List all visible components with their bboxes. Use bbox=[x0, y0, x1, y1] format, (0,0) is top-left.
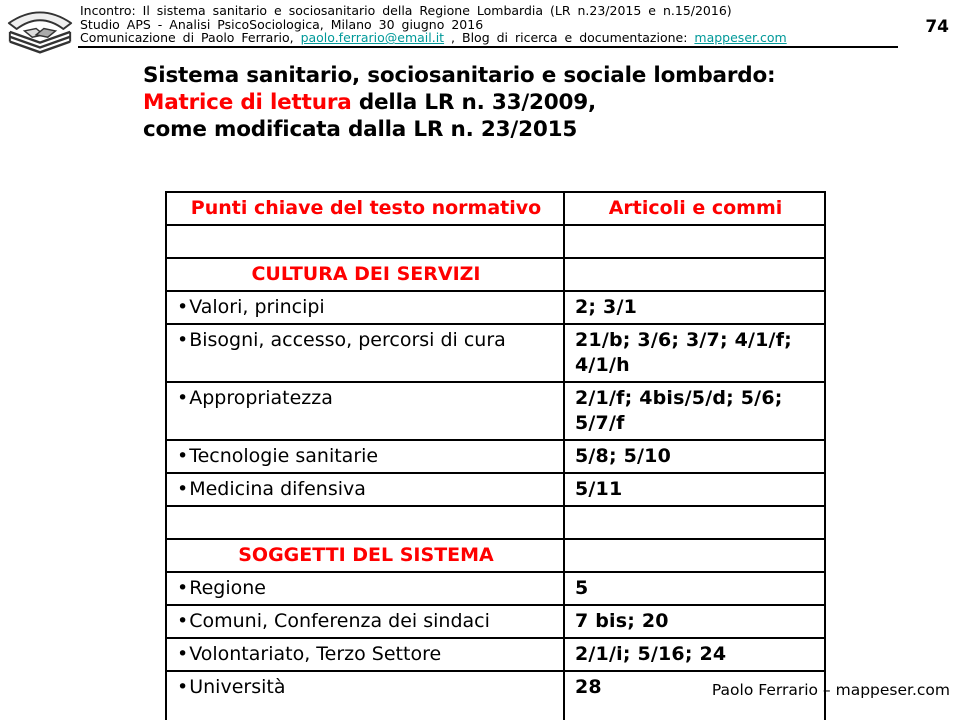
book-handshake-logo-icon bbox=[4, 2, 76, 54]
title-highlight: Matrice di lettura bbox=[143, 90, 352, 115]
slide-title bbox=[143, 62, 775, 143]
cell-topic bbox=[166, 572, 564, 605]
table-row bbox=[166, 638, 825, 671]
title-line-1: Sistema sanitario, sociosanitario e sociale lombardo: bbox=[143, 63, 776, 88]
topic-label: Tecnologie sanitarie bbox=[189, 445, 379, 467]
bullet-icon: • bbox=[177, 577, 189, 599]
table-row bbox=[166, 440, 825, 473]
cell-articles: 5/8; 5/10 bbox=[564, 440, 825, 473]
cell-topic bbox=[166, 291, 564, 324]
cell-articles: 28 bbox=[564, 671, 825, 720]
bullet-icon: • bbox=[177, 329, 189, 351]
header-line-1: Incontro: Il sistema sanitario e sociosanitario della Regione Lombardia (LR n.23/2015 e n.15/2016) bbox=[80, 3, 732, 18]
table-row bbox=[166, 506, 825, 539]
bullet-icon: • bbox=[177, 296, 189, 318]
table-row bbox=[166, 225, 825, 258]
matrix-table bbox=[165, 191, 826, 720]
cell-articles: 7 bis; 20 bbox=[564, 605, 825, 638]
header-line-2: Studio APS - Analisi PsicoSociologica, Milano 30 giugno 2016 bbox=[80, 16, 484, 32]
cell-topic bbox=[166, 671, 564, 720]
cell-articles bbox=[564, 539, 825, 572]
cell-topic bbox=[166, 473, 564, 506]
col-header-articoli: Articoli e commi bbox=[564, 192, 825, 225]
col-header-punti-chiave: Punti chiave del testo normativo bbox=[166, 192, 564, 225]
table-row bbox=[166, 605, 825, 638]
topic-label: Valori, principi bbox=[189, 296, 325, 318]
page-number: 74 bbox=[925, 17, 949, 37]
cell-topic bbox=[166, 605, 564, 638]
section-title: SOGGETTI DEL SISTEMA bbox=[166, 539, 564, 572]
table-section-row bbox=[166, 258, 825, 291]
cell-articles bbox=[564, 225, 825, 258]
email-link[interactable]: paolo.ferrario@email.it bbox=[300, 30, 445, 46]
cell-topic bbox=[166, 225, 564, 258]
cell-topic bbox=[166, 324, 564, 382]
cell-articles: 21/b; 3/6; 3/7; 4/1/f; 4/1/h bbox=[564, 324, 825, 382]
topic-label: Regione bbox=[189, 577, 266, 599]
cell-articles: 2/1/i; 5/16; 24 bbox=[564, 638, 825, 671]
table-row bbox=[166, 324, 825, 382]
topic-label: Comuni, Conferenza dei sindaci bbox=[189, 610, 490, 632]
bullet-icon: • bbox=[177, 478, 189, 500]
table-section-row bbox=[166, 539, 825, 572]
header-divider bbox=[78, 46, 898, 48]
header-line-3-prefix: Comunicazione di Paolo Ferrario, bbox=[80, 30, 301, 46]
cell-topic bbox=[166, 638, 564, 671]
topic-label: Appropriatezza bbox=[189, 387, 333, 409]
section-title: CULTURA DEI SERVIZI bbox=[166, 258, 564, 291]
bullet-icon: • bbox=[177, 445, 189, 467]
table-row bbox=[166, 382, 825, 440]
table-row bbox=[166, 291, 825, 324]
title-line-2-rest: della LR n. 33/2009, bbox=[351, 90, 597, 115]
header-line-3 bbox=[80, 31, 910, 45]
topic-label: Volontariato, Terzo Settore bbox=[189, 643, 442, 665]
footer-credit: Paolo Ferrario – mappeser.com bbox=[711, 681, 950, 699]
bullet-icon: • bbox=[177, 387, 189, 409]
header-text-block bbox=[80, 4, 910, 45]
header-line-3-middle: , Blog di ricerca e documentazione: bbox=[444, 30, 695, 46]
table-header-row bbox=[166, 192, 825, 225]
title-line-3: come modificata dalla LR n. 23/2015 bbox=[143, 117, 578, 142]
blog-link[interactable]: mappeser.com bbox=[694, 30, 787, 46]
bullet-icon: • bbox=[177, 676, 189, 698]
topic-label: Bisogni, accesso, percorsi di cura bbox=[189, 329, 506, 351]
topic-label: Medicina difensiva bbox=[189, 478, 366, 500]
cell-articles bbox=[564, 258, 825, 291]
title-line-2 bbox=[143, 89, 775, 116]
table-row bbox=[166, 473, 825, 506]
bullet-icon: • bbox=[177, 643, 189, 665]
topic-label: Università bbox=[189, 676, 286, 698]
cell-articles: 2/1/f; 4bis/5/d; 5/6; 5/7/f bbox=[564, 382, 825, 440]
cell-articles: 5/11 bbox=[564, 473, 825, 506]
cell-topic bbox=[166, 440, 564, 473]
cell-topic bbox=[166, 506, 564, 539]
cell-topic bbox=[166, 382, 564, 440]
cell-articles bbox=[564, 506, 825, 539]
table-row bbox=[166, 572, 825, 605]
cell-articles: 2; 3/1 bbox=[564, 291, 825, 324]
bullet-icon: • bbox=[177, 610, 189, 632]
cell-articles: 5 bbox=[564, 572, 825, 605]
